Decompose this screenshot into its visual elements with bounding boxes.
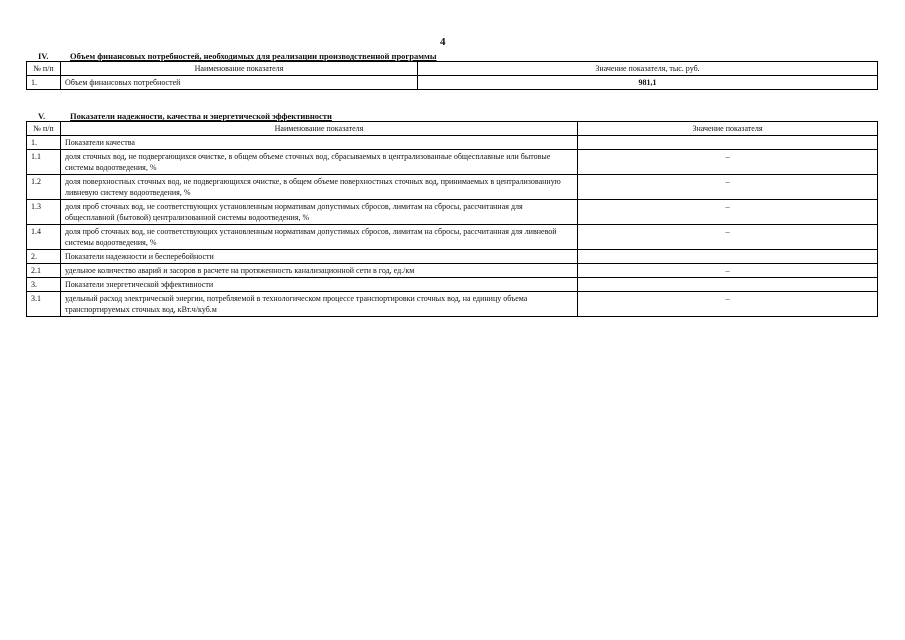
section-5-heading bbox=[38, 111, 332, 121]
row-num: 1.1 bbox=[27, 150, 61, 175]
table-row bbox=[27, 250, 878, 264]
row-num: 2.1 bbox=[27, 264, 61, 278]
row-name: удельный расход электрической энергии, потребляемой в технологическом процессе транспортировки сточных вод, на единицу объема транспортируемых сточных вод, кВт.ч/куб.м bbox=[61, 292, 578, 317]
page-number: 4 bbox=[440, 36, 446, 48]
row-name: Показатели энергетической эффективности bbox=[61, 278, 578, 292]
row-value: – bbox=[578, 292, 878, 317]
row-num: 1.2 bbox=[27, 175, 61, 200]
row-value: – bbox=[578, 200, 878, 225]
row-name: Объем финансовых потребностей bbox=[61, 76, 418, 90]
header-value: Значение показателя bbox=[578, 122, 878, 136]
row-value: – bbox=[578, 150, 878, 175]
indicators-table bbox=[26, 121, 878, 317]
section-4-title: Объем финансовых потребностей, необходимых для реализации производственной программы bbox=[70, 51, 437, 61]
section-4-roman: IV. bbox=[38, 51, 49, 61]
row-name: доля проб сточных вод, не соответствующих установленным нормативам допустимых сбросов, лимитам на сбросы, рассчитанная для ливневой системы водоотведения, % bbox=[61, 225, 578, 250]
row-num: 3.1 bbox=[27, 292, 61, 317]
financial-needs-table bbox=[26, 61, 878, 90]
row-value: – bbox=[578, 264, 878, 278]
row-value bbox=[578, 278, 878, 292]
row-name: Показатели качества bbox=[61, 136, 578, 150]
header-value: Значение показателя, тыс. руб. bbox=[418, 62, 878, 76]
row-name: удельное количество аварий и засоров в расчете на протяженность канализационной сети в год, ед./км bbox=[61, 264, 578, 278]
table-row bbox=[27, 200, 878, 225]
row-num: 3. bbox=[27, 278, 61, 292]
header-name: Наименование показателя bbox=[61, 122, 578, 136]
table-row bbox=[27, 292, 878, 317]
section-5-title: Показатели надежности, качества и энергетической эффективности bbox=[70, 111, 332, 121]
header-num: № п/п bbox=[27, 62, 61, 76]
row-value: 981,1 bbox=[418, 76, 878, 90]
table-row bbox=[27, 264, 878, 278]
row-name: доля поверхностных сточных вод, не подвергающихся очистке, в общем объеме поверхностных сточных вод, принимаемых в централизованную ливневую систему водоотведения, % bbox=[61, 175, 578, 200]
row-value bbox=[578, 250, 878, 264]
row-name: доля сточных вод, не подвергающихся очистке, в общем объеме сточных вод, сбрасываемых в централизованные общесплавные или бытовые системы водоотведения, % bbox=[61, 150, 578, 175]
row-num: 1. bbox=[27, 76, 61, 90]
section-5-roman: V. bbox=[38, 111, 46, 121]
row-value bbox=[578, 136, 878, 150]
row-name: Показатели надежности и бесперебойности bbox=[61, 250, 578, 264]
table-row bbox=[27, 150, 878, 175]
table-row bbox=[27, 76, 878, 90]
row-num: 1. bbox=[27, 136, 61, 150]
table-row bbox=[27, 225, 878, 250]
header-name: Наименование показателя bbox=[61, 62, 418, 76]
table-header-row bbox=[27, 62, 878, 76]
row-value: – bbox=[578, 175, 878, 200]
section-4-heading bbox=[38, 51, 436, 61]
row-num: 1.3 bbox=[27, 200, 61, 225]
table-row bbox=[27, 278, 878, 292]
header-num: № п/п bbox=[27, 122, 61, 136]
row-num: 2. bbox=[27, 250, 61, 264]
table-row bbox=[27, 136, 878, 150]
row-value: – bbox=[578, 225, 878, 250]
table-header-row bbox=[27, 122, 878, 136]
row-num: 1.4 bbox=[27, 225, 61, 250]
row-name: доля проб сточных вод, не соответствующих установленным нормативам допустимых сбросов, лимитам на сбросы, рассчитанная для общесплавной (бытовой) централизованной системы водоотведения, % bbox=[61, 200, 578, 225]
table-row bbox=[27, 175, 878, 200]
